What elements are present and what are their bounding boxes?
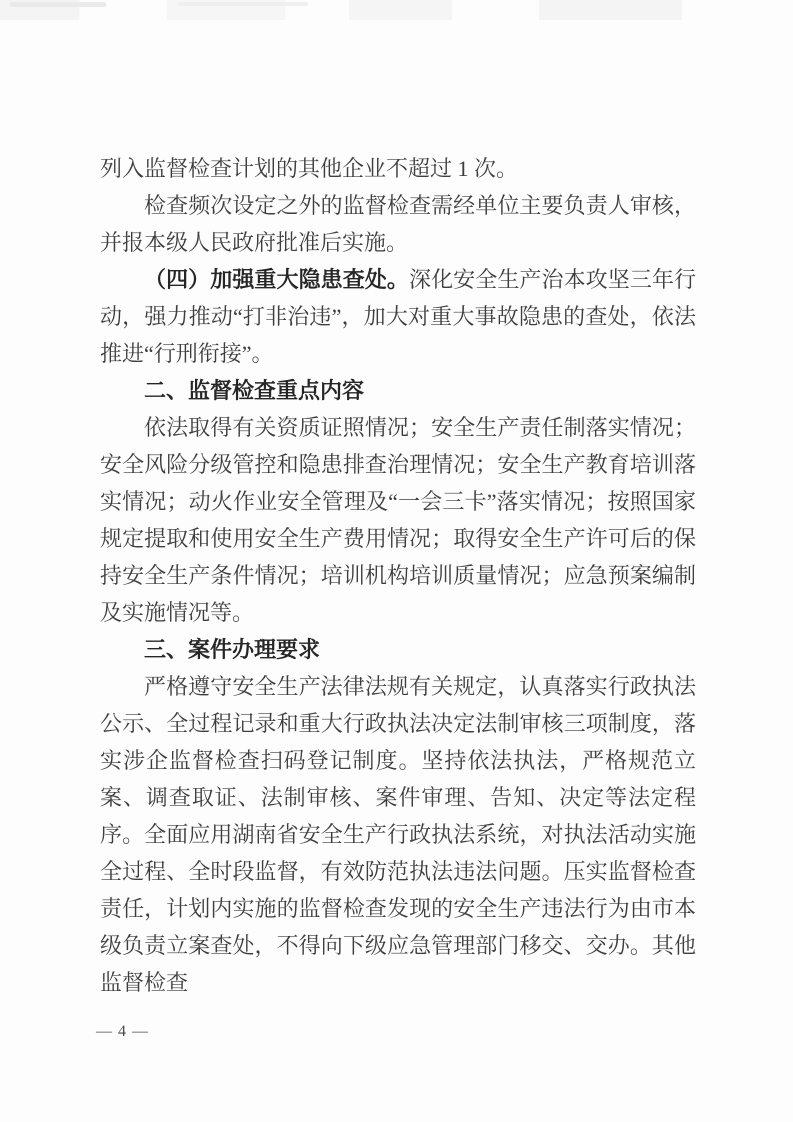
paragraph-text: 严格遵守安全生产法律法规有关规定，认真落实行政执法公示、全过程记录和重大行政执法决定法制审核三项制度，落实涉企监督检查扫码登记制度。坚持依法执法，严格规范立案、调查取证、法制审核、案件审理、告知、决定等法定程序。全面应用湖南省安全生产行政执法系统，对执法活动实施全过程、全时段监督，有效防范执法违法问题。压实监督检查责任，计划内实施的监督检查发现的安全生产违法行为由市本级负责立案查处，不得向下级应急管理部门移交、交办。其他监督检查 — [100, 674, 696, 995]
body-paragraph — [100, 409, 696, 631]
paragraph-text: 深化安全生产治本攻坚三年行动，强力推动“打非治违”，加大对重大事故隐患的查处，依法推进“行刑衔接”。 — [100, 267, 696, 366]
document-body — [100, 150, 696, 1001]
paragraph-bold-lead: （四）加强重大隐患查处。 — [144, 267, 409, 292]
scan-artifact-dash — [178, 2, 308, 6]
scan-noise-band — [0, 0, 793, 20]
body-paragraph — [100, 150, 696, 187]
body-paragraph — [100, 261, 696, 372]
body-paragraph — [100, 668, 696, 1001]
body-paragraph — [100, 187, 696, 261]
section-heading — [100, 372, 696, 409]
paragraph-text: 检查频次设定之外的监督检查需经单位主要负责人审核，并报本级人民政府批准后实施。 — [100, 193, 696, 255]
paragraph-text: 三、案件办理要求 — [144, 637, 321, 662]
paragraph-text: 依法取得有关资质证照情况；安全生产责任制落实情况；安全风险分级管控和隐患排查治理情况；安全生产教育培训落实情况；动火作业安全管理及“一会三卡”落实情况；按照国家规定提取和使用安全生产费用情况；取得安全生产许可后的保持安全生产条件情况；培训机构培训质量情况；应急预案编制及实施情况等。 — [100, 415, 697, 625]
paragraph-text: 二、监督检查重点内容 — [144, 378, 365, 403]
page-footer — [96, 1022, 149, 1042]
page-number: — 4 — — [96, 1023, 149, 1040]
section-heading — [100, 631, 696, 668]
paragraph-text: 列入监督检查计划的其他企业不超过 1 次。 — [100, 156, 519, 181]
scan-artifact-dash — [10, 2, 106, 7]
